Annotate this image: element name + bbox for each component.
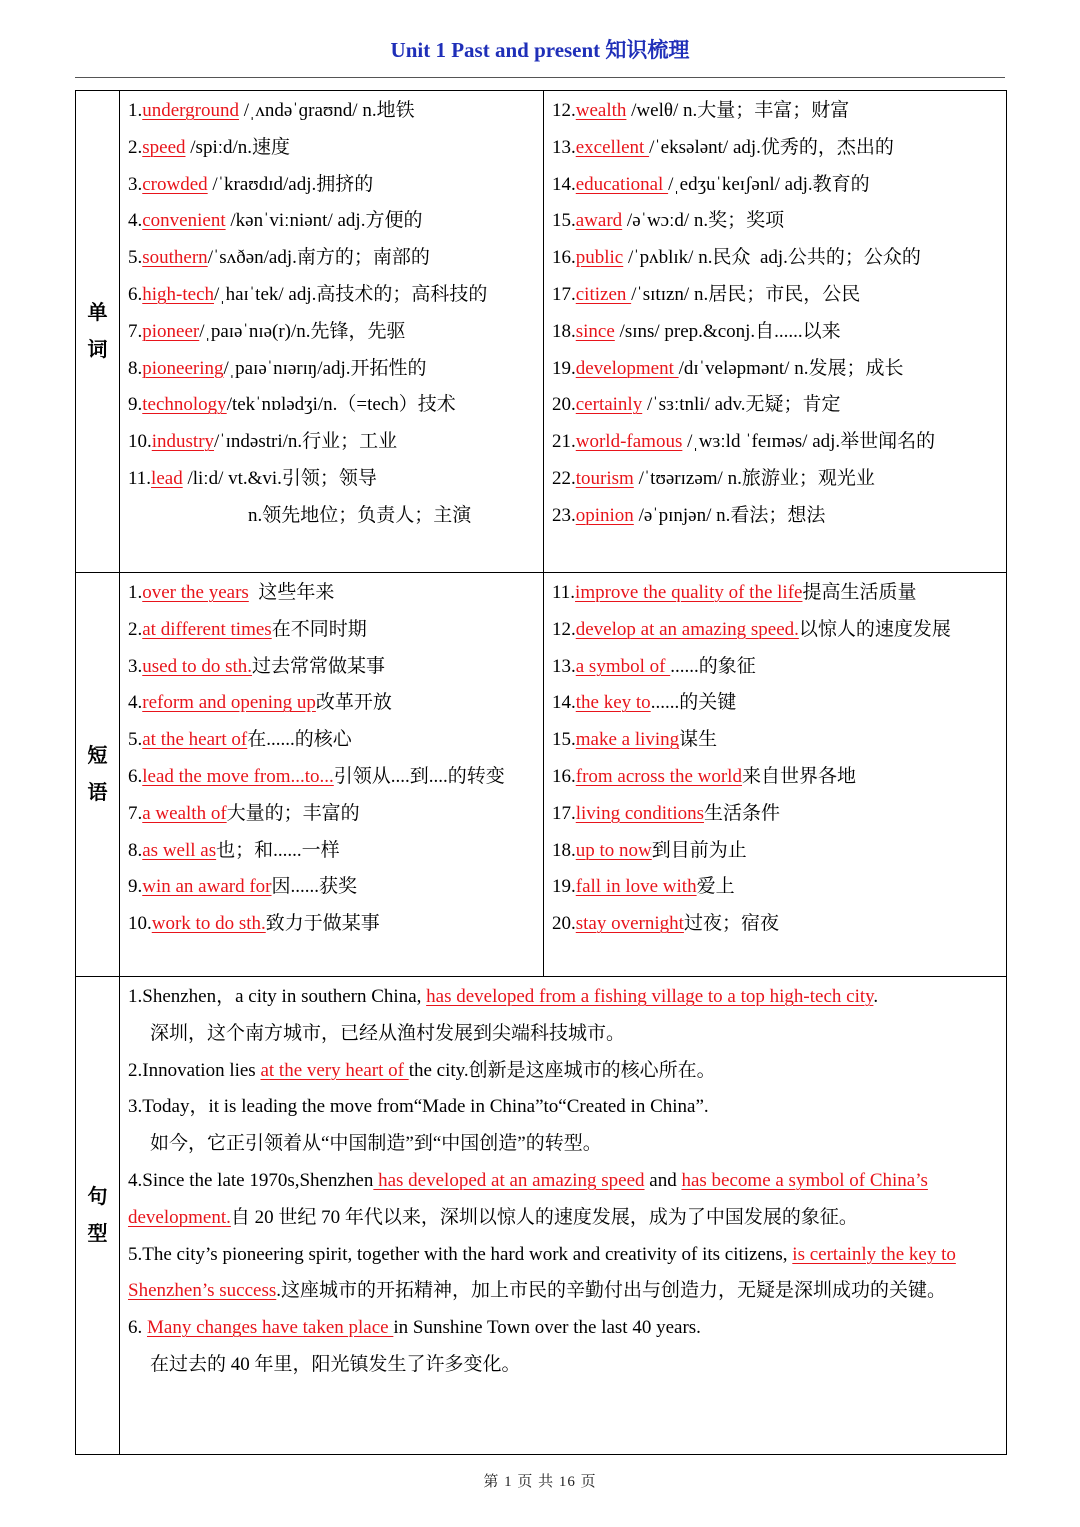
category-words — [76, 91, 120, 573]
key-term: world-famous — [575, 431, 683, 453]
term-definition: 谋生 — [679, 729, 718, 751]
word-item — [128, 130, 537, 167]
word-item — [128, 93, 537, 130]
category-char: 语 — [87, 781, 108, 804]
item-number: 22. — [552, 467, 576, 489]
category-sentences — [76, 977, 120, 1455]
key-term: tourism — [575, 467, 634, 489]
word-item — [552, 498, 1000, 535]
words-row — [76, 91, 1007, 573]
key-structure: has become a symbol of China’s development. — [128, 1169, 928, 1228]
term-definition: 提高生活质量 — [802, 582, 917, 603]
item-number: 19. — [552, 357, 576, 379]
term-definition: 也；和......一样 — [216, 839, 340, 861]
term-definition: /ˌpaɪəˈnɪə(r)/n.先锋，先驱 — [199, 320, 406, 342]
item-number: 1. — [128, 100, 143, 121]
term-definition: 改革开放 — [315, 692, 392, 714]
item-number: 8. — [128, 357, 143, 379]
word-item — [552, 240, 1000, 277]
sentence-1: 1.Shenzhen，a city in southern China, has developed from a fishing village to a top high-tech city. — [128, 986, 879, 1007]
term-definition: /ˈpʌblɪk/ n.民众 adj.公共的；公众的 — [623, 247, 921, 269]
item-number: 16. — [552, 247, 576, 269]
term-definition: /ˌʌndəˈɡraʊnd/ n.地铁 — [239, 100, 415, 121]
word-item — [552, 167, 1000, 204]
word-item — [128, 314, 537, 351]
item-number: 6. — [128, 765, 143, 787]
item-number: 10. — [128, 913, 152, 935]
phrase-item — [128, 833, 537, 870]
item-number: 2. — [128, 136, 143, 158]
key-term: underground — [142, 100, 239, 121]
term-definition: 大量的；丰富的 — [226, 802, 360, 824]
item-number: 12. — [552, 100, 576, 121]
item-number: 5. — [128, 729, 143, 751]
word-item — [552, 351, 1000, 388]
category-char: 单 — [87, 301, 108, 324]
item-number: 13. — [552, 136, 576, 158]
word-item — [552, 203, 1000, 240]
word-item — [552, 93, 1000, 130]
sentence-5: 5.The city’s pioneering spirit, together with the hard work and creativity of its citizens, is certainly the key to Shenzhen’s success.这座城市的开拓精神，加上市民的辛勤付出与创造力，无疑是深圳成功的关键。 — [128, 1243, 956, 1302]
sentences-column — [120, 977, 1007, 1455]
key-term: certainly — [575, 394, 643, 416]
key-term: at the heart of — [142, 729, 248, 751]
sentences-row — [76, 977, 1007, 1455]
key-term: convenient — [142, 210, 226, 232]
word-item — [552, 387, 1000, 424]
word-item — [128, 424, 537, 461]
sentence-2: 2.Innovation lies at the very heart of the city.创新是这座城市的核心所在。 — [128, 1059, 716, 1081]
word-item — [128, 351, 537, 388]
item-number: 4. — [128, 210, 143, 232]
page-title: Unit 1 Past and present 知识梳理 — [390, 38, 690, 62]
item-number: 16. — [552, 765, 576, 787]
key-structure: has developed at an amazing speed — [373, 1169, 645, 1191]
item-number: 9. — [128, 394, 143, 416]
term-definition: 在不同时期 — [271, 618, 367, 640]
key-term: at different times — [142, 618, 272, 640]
sentence-1-translation: 深圳，这个南方城市，已经从渔村发展到尖端科技城市。 — [150, 1022, 626, 1044]
key-term: win an award for — [142, 876, 272, 898]
term-definition: ......的关键 — [650, 692, 737, 714]
term-definition: 过去常常做某事 — [252, 655, 386, 677]
word-item — [128, 240, 537, 277]
word-item — [552, 314, 1000, 351]
item-number: 20. — [552, 394, 576, 416]
key-term: technology — [142, 394, 227, 416]
key-term: educational — [575, 173, 669, 195]
item-number: 11. — [128, 467, 152, 489]
item-number: 14. — [552, 173, 576, 195]
key-term: fall in love with — [575, 876, 697, 898]
key-term: citizen — [575, 283, 632, 305]
item-number: 10. — [128, 431, 152, 453]
phrase-item — [128, 869, 537, 906]
term-definition: 这些年来 — [248, 582, 335, 603]
knowledge-table — [75, 90, 1007, 1455]
item-number: 21. — [552, 431, 576, 453]
key-term: over the years — [142, 582, 249, 603]
phrase-item — [552, 649, 1000, 686]
item-number: 17. — [552, 283, 576, 305]
key-term: since — [575, 320, 615, 342]
term-definition: /welθ/ n.大量；丰富；财富 — [626, 100, 850, 121]
word-item — [128, 387, 537, 424]
key-term: stay overnight — [575, 913, 684, 935]
item-number: 9. — [128, 876, 143, 898]
item-number: 7. — [128, 802, 143, 824]
word-item — [128, 203, 537, 240]
term-definition: 生活条件 — [704, 802, 781, 824]
term-definition: /spiːd/n.速度 — [185, 136, 291, 158]
phrase-item — [552, 869, 1000, 906]
term-definition: /ˈsʌðən/adj.南方的；南部的 — [207, 247, 430, 269]
term-definition: /ˈeksələnt/ adj.优秀的，杰出的 — [649, 136, 894, 158]
key-term: high-tech — [142, 283, 215, 305]
phrase-item — [552, 612, 1000, 649]
key-term: work to do sth. — [151, 913, 266, 935]
key-term: lead the move from...to... — [142, 765, 334, 787]
key-structure: at the very heart of — [260, 1059, 409, 1081]
phrase-item — [128, 649, 537, 686]
phrases-row — [76, 573, 1007, 977]
word-item — [552, 461, 1000, 498]
key-structure: has developed from a fishing village to a top high-tech city — [426, 986, 874, 1007]
key-term: southern — [142, 247, 208, 269]
item-number: 17. — [552, 802, 576, 824]
term-definition: /ˌedʒuˈkeɪʃənl/ adj.教育的 — [668, 173, 870, 195]
key-term: pioneer — [142, 320, 200, 342]
category-char: 短 — [87, 744, 108, 767]
item-number: 11. — [552, 582, 576, 603]
key-term: crowded — [142, 173, 208, 195]
item-number: 1. — [128, 582, 143, 603]
term-definition: /əˈwɔːd/ n.奖；奖项 — [622, 210, 785, 232]
term-definition: 在......的核心 — [247, 729, 352, 751]
term-definition: 来自世界各地 — [741, 765, 856, 787]
key-term: lead — [151, 467, 183, 489]
phrase-item — [128, 575, 537, 612]
term-definition: /ˌpaɪəˈnɪərɪŋ/adj.开拓性的 — [223, 357, 427, 379]
term-definition: 因......获奖 — [271, 876, 358, 898]
words-right-column — [544, 91, 1007, 573]
word-item — [552, 130, 1000, 167]
term-definition: /liːd/ vt.&vi.引领；领导 — [182, 467, 377, 489]
item-number: 2. — [128, 618, 143, 640]
key-term: excellent — [575, 136, 650, 158]
term-definition: /tekˈnɒlədʒi/n.（=tech）技术 — [226, 394, 456, 416]
term-definition: /ˈsɪtɪzn/ n.居民；市民，公民 — [631, 283, 861, 305]
word-item — [552, 277, 1000, 314]
word-item-continuation: n.领先地位；负责人；主演 — [248, 504, 472, 526]
word-item — [128, 167, 537, 204]
term-definition: /ˈkraʊdɪd/adj.拥挤的 — [207, 173, 374, 195]
term-definition: /ˈtʊərɪzəm/ n.旅游业；观光业 — [633, 467, 875, 489]
key-term: a wealth of — [142, 802, 227, 824]
phrase-item — [552, 796, 1000, 833]
phrases-left-column — [120, 573, 544, 977]
item-number: 19. — [552, 876, 576, 898]
phrase-item — [552, 575, 1000, 612]
item-number: 23. — [552, 504, 576, 526]
key-term: make a living — [575, 729, 680, 751]
phrase-item — [552, 759, 1000, 796]
category-char: 词 — [87, 338, 108, 361]
key-term: from across the world — [575, 765, 742, 787]
item-number: 18. — [552, 320, 576, 342]
key-term: the key to — [575, 692, 651, 714]
phrase-item — [128, 685, 537, 722]
sentence-4: 4.Since the late 1970s,Shenzhen has developed at an amazing speed and has become a symbol of China’s development.自 20 世纪 70 年代以来，深圳以惊人的速度发展，成为了中国发展的象征。 — [128, 1169, 928, 1228]
key-term: reform and opening up — [142, 692, 316, 714]
item-number: 4. — [128, 692, 143, 714]
key-term: pioneering — [142, 357, 224, 379]
term-definition: /əˈpɪnjən/ n.看法；想法 — [633, 504, 826, 526]
phrase-item — [552, 906, 1000, 943]
term-definition: 致力于做某事 — [265, 913, 380, 935]
term-definition: /ˈsɜːtnli/ adv.无疑；肯定 — [642, 394, 841, 416]
sentence-3-translation: 如今，它正引领着从“中国制造”到“中国创造”的转型。 — [150, 1133, 602, 1155]
words-left-column — [120, 91, 544, 573]
term-definition: 引领从....到....的转变 — [333, 765, 505, 787]
category-phrases — [76, 573, 120, 977]
item-number: 5. — [128, 247, 143, 269]
word-item — [128, 461, 537, 498]
item-number: 13. — [552, 655, 576, 677]
key-term: a symbol of — [575, 655, 671, 677]
phrase-item — [552, 833, 1000, 870]
item-number: 14. — [552, 692, 576, 714]
term-definition: /dɪˈveləpmənt/ n.发展；成长 — [678, 357, 904, 379]
key-term: industry — [151, 431, 215, 453]
phrase-item — [128, 612, 537, 649]
item-number: 8. — [128, 839, 143, 861]
phrase-item — [128, 722, 537, 759]
key-term: as well as — [142, 839, 217, 861]
phrase-item — [128, 796, 537, 833]
phrase-item — [128, 906, 537, 943]
item-number: 15. — [552, 729, 576, 751]
word-item — [552, 424, 1000, 461]
key-term: living conditions — [575, 802, 704, 824]
sentence-6: 6. Many changes have taken place in Sunshine Town over the last 40 years. — [128, 1317, 701, 1339]
term-definition: 过夜；宿夜 — [683, 913, 779, 935]
sentence-3: 3.Today，it is leading the move from“Made in China”to“Created in China”. — [128, 1096, 709, 1118]
item-number: 3. — [128, 655, 143, 677]
sentence-6-translation: 在过去的 40 年里，阳光镇发生了许多变化。 — [150, 1353, 521, 1375]
key-term: speed — [142, 136, 186, 158]
category-char: 型 — [87, 1222, 108, 1245]
item-number: 20. — [552, 913, 576, 935]
term-definition: ......的象征 — [670, 655, 756, 677]
key-term: award — [575, 210, 623, 232]
item-number: 6. — [128, 283, 143, 305]
category-char: 句 — [87, 1185, 108, 1208]
item-number: 7. — [128, 320, 143, 342]
term-definition: 到目前为止 — [651, 839, 747, 861]
key-term: opinion — [575, 504, 634, 526]
term-definition: /ˌhaɪˈtek/ adj.高技术的；高科技的 — [214, 283, 488, 305]
key-structure: is certainly the key to Shenzhen’s success — [128, 1243, 956, 1302]
key-term: up to now — [575, 839, 652, 861]
key-term: public — [575, 247, 624, 269]
item-number: 15. — [552, 210, 576, 232]
key-structure: Many changes have taken place — [147, 1317, 394, 1339]
key-term: improve the quality of the life — [575, 582, 803, 603]
title-divider — [75, 77, 1005, 78]
key-term: develop at an amazing speed. — [575, 618, 799, 640]
term-definition: /ˈɪndəstri/n.行业；工业 — [214, 431, 398, 453]
phrase-item — [552, 722, 1000, 759]
item-number: 12. — [552, 618, 576, 640]
phrases-right-column — [544, 573, 1007, 977]
item-number: 18. — [552, 839, 576, 861]
page-footer: 第 1 页 共 16 页 — [483, 1474, 597, 1490]
term-definition: 爱上 — [696, 876, 735, 898]
phrase-item — [128, 759, 537, 796]
term-definition: 以惊人的速度发展 — [798, 618, 951, 640]
key-term: used to do sth. — [142, 655, 253, 677]
key-term: development — [575, 357, 679, 379]
term-definition: /ˌwɜːld ˈfeɪməs/ adj.举世闻名的 — [682, 431, 936, 453]
item-number: 3. — [128, 173, 143, 195]
word-item — [128, 277, 537, 314]
phrase-item — [552, 685, 1000, 722]
term-definition: /sɪns/ prep.&conj.自......以来 — [614, 320, 841, 342]
term-definition: /kənˈviːniənt/ adj.方便的 — [225, 210, 423, 232]
key-term: wealth — [575, 100, 627, 121]
